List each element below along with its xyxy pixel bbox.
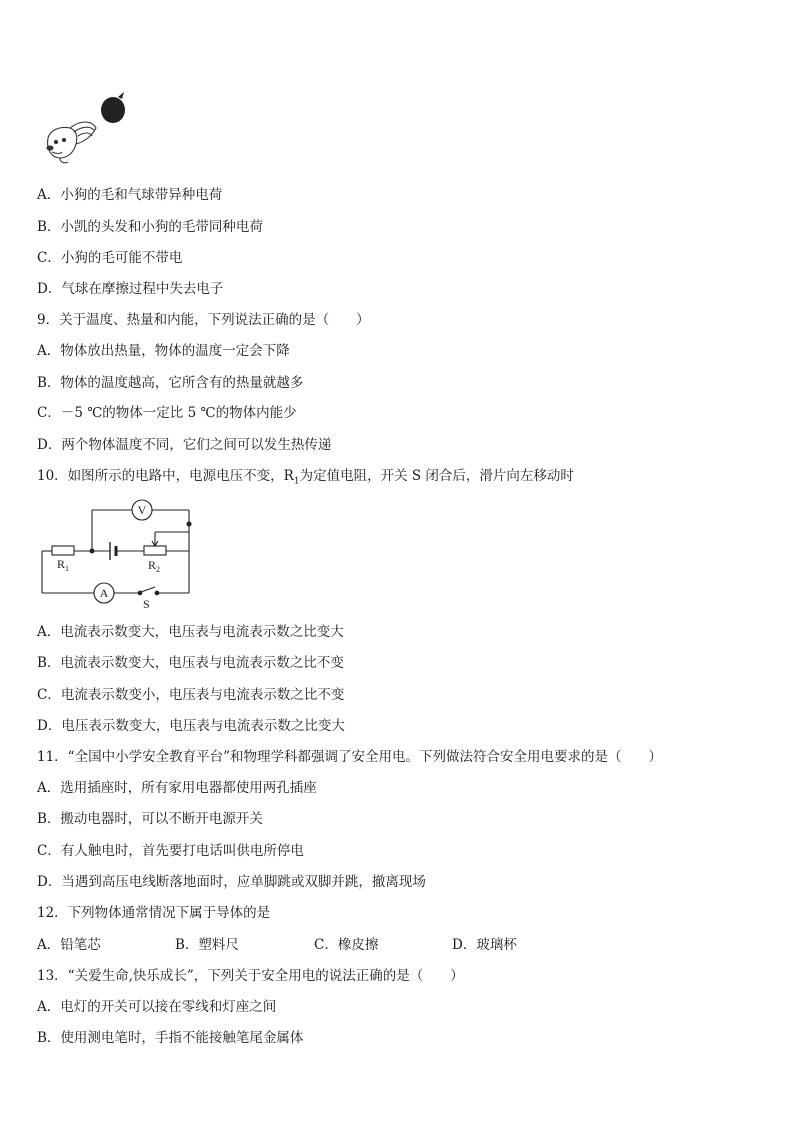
- q11-option-b: B．搬动电器时，可以不断开电源开关: [37, 811, 263, 827]
- q8-option-a: A．小狗的毛和气球带异种电荷: [37, 187, 223, 203]
- q10-stem: [37, 467, 574, 491]
- q13-option-b: B．使用测电笔时，手指不能接触笔尾金属体: [37, 1030, 304, 1046]
- q11-option-c: C．有人触电时，首先要打电话叫供电所停电: [37, 843, 304, 859]
- switch-icon: [138, 587, 159, 595]
- q9-option-c: C．－5 ℃的物体一定比 5 ℃的物体内能少: [37, 405, 297, 421]
- q11-stem: 11．“全国中小学安全教育平台”和物理学科都强调了安全用电。下列做法符合安全用电要求的是（ ）: [37, 749, 662, 765]
- ammeter-label: A: [99, 586, 109, 600]
- q10-option-d: D．电压表示数变大，电压表与电流表示数之比变大: [37, 718, 345, 734]
- battery-icon: [110, 542, 116, 560]
- q10-option-b: B．电流表示数变大，电压表与电流表示数之比不变: [37, 655, 344, 671]
- q9-option-a: A．物体放出热量，物体的温度一定会下降: [37, 343, 290, 359]
- circuit-diagram: [36, 498, 200, 614]
- q13-option-a: A．电灯的开关可以接在零线和灯座之间: [37, 999, 277, 1015]
- voltmeter-label: V: [137, 503, 147, 517]
- q11-option-a: A．选用插座时，所有家用电器都使用两孔插座: [37, 780, 317, 796]
- q8-option-b: B．小凯的头发和小狗的毛带同种电荷: [37, 219, 263, 235]
- resistor-r1-icon: [52, 546, 74, 555]
- q11-option-d: D．当遇到高压电线断落地面时，应单脚跳或双脚并跳，撤离现场: [37, 874, 426, 890]
- q13-stem: 13．“关爱生命,快乐成长”，下列关于安全用电的说法正确的是（ ）: [37, 968, 464, 984]
- dog-icon: [47, 122, 96, 163]
- ammeter-icon: [94, 583, 114, 603]
- q10-stem-sub: 1: [293, 476, 300, 487]
- q9-option-b: B．物体的温度越高，它所含有的热量就越多: [37, 375, 304, 391]
- q12-option-c: C．橡皮擦: [314, 937, 379, 953]
- balloon-icon: [101, 92, 125, 123]
- r2-label: $R_2$: [148, 558, 161, 574]
- q10-option-c: C．电流表示数变小，电压表与电流表示数之比不变: [37, 687, 345, 703]
- q10-option-a: A．电流表示数变大，电压表与电流表示数之比变大: [37, 624, 344, 640]
- switch-label: S: [143, 597, 150, 611]
- q9-stem: 9．关于温度、热量和内能，下列说法正确的是（ ）: [37, 312, 370, 328]
- q10-stem-pre: 10．如图所示的电路中，电源电压不变，R: [37, 468, 294, 484]
- q8-option-c: C．小狗的毛可能不带电: [37, 250, 183, 266]
- voltmeter-icon: [132, 500, 152, 520]
- q9-option-d: D．两个物体温度不同，它们之间可以发生热传递: [37, 437, 332, 453]
- q12-option-a: A．铅笔芯: [37, 937, 101, 953]
- q8-option-d: D．气球在摩擦过程中失去电子: [37, 281, 224, 297]
- q12-option-d: D．玻璃杯: [452, 937, 517, 953]
- q12-stem: 12．下列物体通常情况下属于导体的是: [37, 905, 271, 921]
- q12-option-b: B．塑料尺: [175, 937, 239, 953]
- dog-balloon-illustration: [40, 90, 140, 170]
- q10-stem-post: 为定值电阻，开关 S 闭合后，滑片向左移动时: [299, 468, 574, 484]
- r1-label: $R_1$: [57, 557, 70, 573]
